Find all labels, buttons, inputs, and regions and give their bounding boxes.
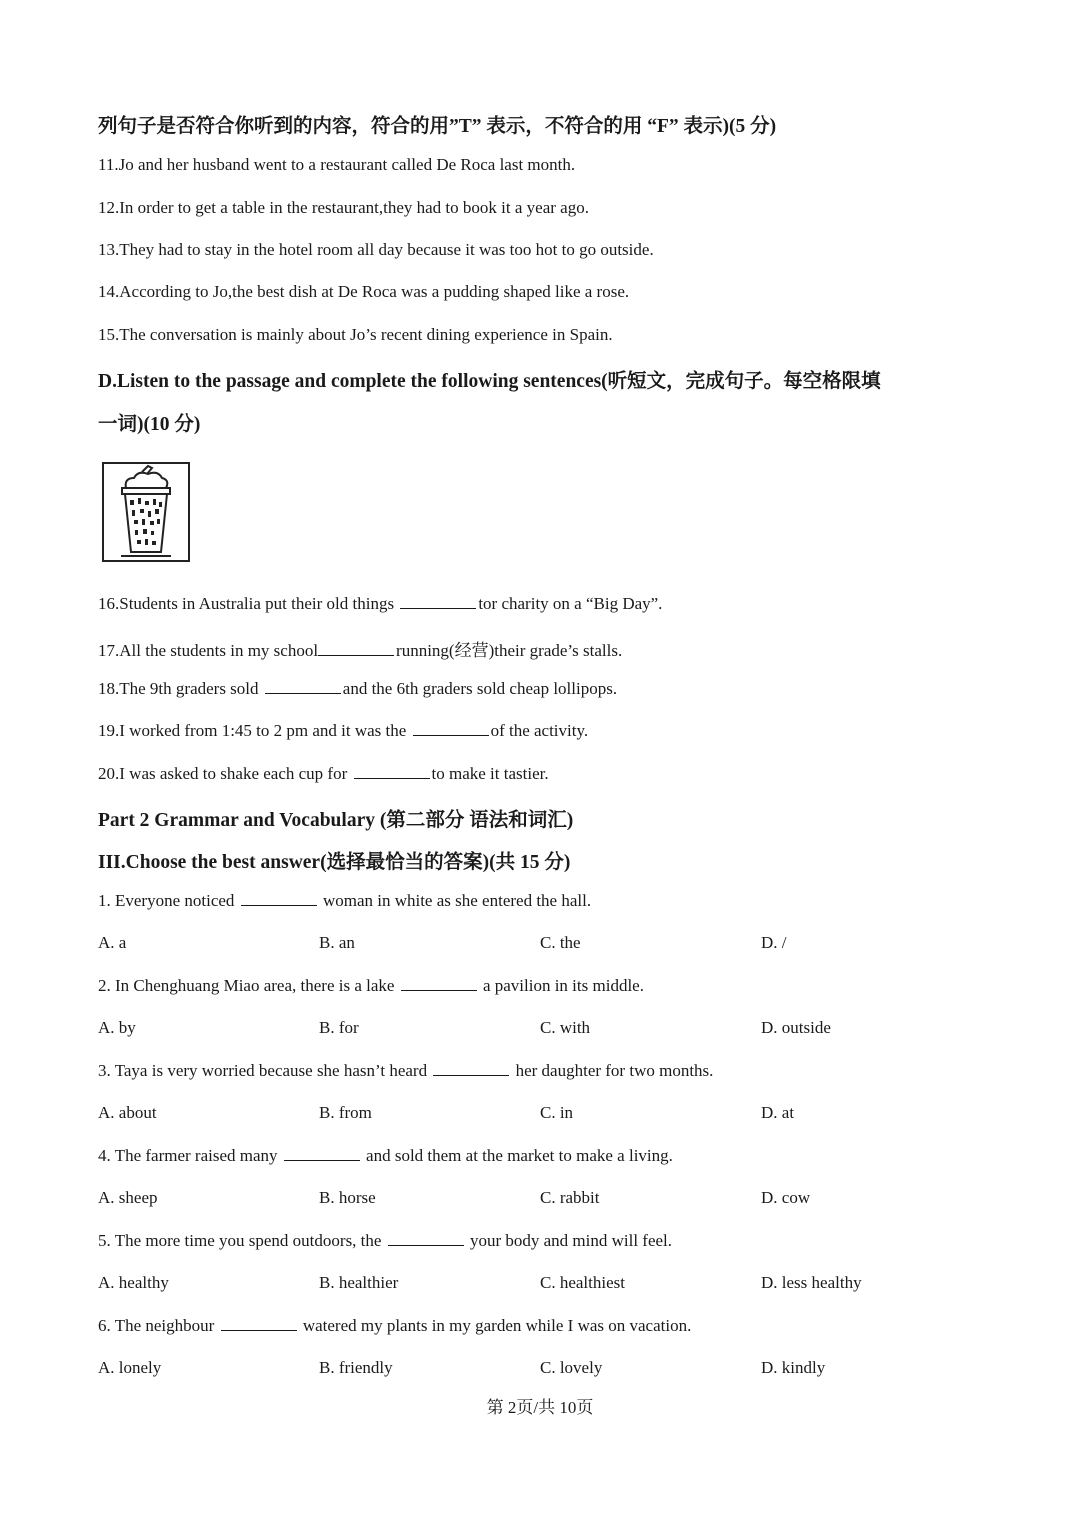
answer-blank-q3[interactable] [433, 1061, 509, 1076]
option-b[interactable]: B. healthier [319, 1273, 399, 1292]
answer-blank-17[interactable] [318, 641, 394, 656]
answer-blank-16[interactable] [400, 594, 476, 609]
question-1: 1. Everyone noticed woman in white as she entered the hall. [98, 891, 592, 910]
section-d-heading-line1: D.Listen to the passage and complete the following sentences(听短文，完成句子。每空格限填 [98, 371, 881, 392]
option-a[interactable]: A. sheep [98, 1188, 158, 1207]
answer-blank-q2[interactable] [401, 976, 477, 991]
option-a[interactable]: A. lonely [98, 1358, 162, 1377]
section-c-instruction: 列句子是否符合你听到的内容，符合的用”T” 表示，不符合的用 “F” 表示)(5 分) [98, 116, 777, 137]
option-a[interactable]: A. healthy [98, 1273, 169, 1292]
question-5-options [98, 1273, 998, 1293]
answer-blank-20[interactable] [354, 764, 430, 779]
question-4-options [98, 1188, 998, 1208]
option-d[interactable]: D. at [761, 1103, 795, 1122]
option-d[interactable]: D. outside [761, 1018, 831, 1037]
sentence-18: 18.The 9th graders sold and the 6th graders sold cheap lollipops. [98, 679, 618, 698]
section-3-title: III.Choose the best answer(选择最恰当的答案)(共 15 分) [98, 852, 571, 873]
option-a[interactable]: A. about [98, 1103, 157, 1122]
question-6-options [98, 1358, 998, 1378]
question-2: 2. In Chenghuang Miao area, there is a lake a pavilion in its middle. [98, 976, 644, 995]
section-d-heading-line2: 一词)(10 分) [98, 414, 201, 435]
answer-blank-q1[interactable] [241, 891, 317, 906]
answer-blank-q6[interactable] [221, 1316, 297, 1331]
option-c[interactable]: C. the [540, 933, 581, 952]
option-c[interactable]: C. in [540, 1103, 574, 1122]
question-3-options [98, 1103, 998, 1123]
statement-15: 15.The conversation is mainly about Jo’s recent dining experience in Spain. [98, 325, 613, 344]
sentence-16: 16.Students in Australia put their old things tor charity on a “Big Day”. [98, 594, 663, 613]
option-a[interactable]: A. by [98, 1018, 136, 1037]
question-5: 5. The more time you spend outdoors, the your body and mind will feel. [98, 1231, 673, 1250]
option-d[interactable]: D. less healthy [761, 1273, 862, 1292]
question-6: 6. The neighbour watered my plants in my garden while I was on vacation. [98, 1316, 692, 1335]
option-a[interactable]: A. a [98, 933, 127, 952]
answer-blank-q4[interactable] [284, 1146, 360, 1161]
question-4: 4. The farmer raised many and sold them at the market to make a living. [98, 1146, 673, 1165]
option-c[interactable]: C. healthiest [540, 1273, 625, 1292]
option-c[interactable]: C. lovely [540, 1358, 603, 1377]
statement-14: 14.According to Jo,the best dish at De Roca was a pudding shaped like a rose. [98, 282, 630, 301]
page-number: 第 2页/共 10页 [486, 1398, 594, 1417]
answer-blank-q5[interactable] [388, 1231, 464, 1246]
question-1-options [98, 933, 998, 953]
option-d[interactable]: D. kindly [761, 1358, 826, 1377]
option-d[interactable]: D. / [761, 933, 787, 952]
option-b[interactable]: B. an [319, 933, 355, 952]
sentence-20: 20.I was asked to shake each cup for to make it tastier. [98, 764, 549, 783]
option-c[interactable]: C. with [540, 1018, 591, 1037]
milkshake-cup-icon [104, 464, 188, 560]
option-b[interactable]: B. friendly [319, 1358, 393, 1377]
sentence-19: 19.I worked from 1:45 to 2 pm and it was the of the activity. [98, 721, 589, 740]
option-b[interactable]: B. for [319, 1018, 359, 1037]
answer-blank-18[interactable] [265, 679, 341, 694]
statement-11: 11.Jo and her husband went to a restaurant called De Roca last month. [98, 155, 576, 174]
part-2-title: Part 2 Grammar and Vocabulary (第二部分 语法和词汇) [98, 810, 574, 831]
option-b[interactable]: B. from [319, 1103, 372, 1122]
option-d[interactable]: D. cow [761, 1188, 811, 1207]
option-b[interactable]: B. horse [319, 1188, 376, 1207]
question-2-options [98, 1018, 998, 1038]
statement-12: 12.In order to get a table in the restaurant,they had to book it a year ago. [98, 198, 589, 217]
milkshake-cup-image [102, 462, 190, 562]
sentence-17: 17.All the students in my school running(经营)their grade’s stalls. [98, 641, 623, 660]
question-3: 3. Taya is very worried because she hasn’t heard her daughter for two months. [98, 1061, 714, 1080]
answer-blank-19[interactable] [413, 721, 489, 736]
statement-13: 13.They had to stay in the hotel room all day because it was too hot to go outside. [98, 240, 654, 259]
option-c[interactable]: C. rabbit [540, 1188, 600, 1207]
